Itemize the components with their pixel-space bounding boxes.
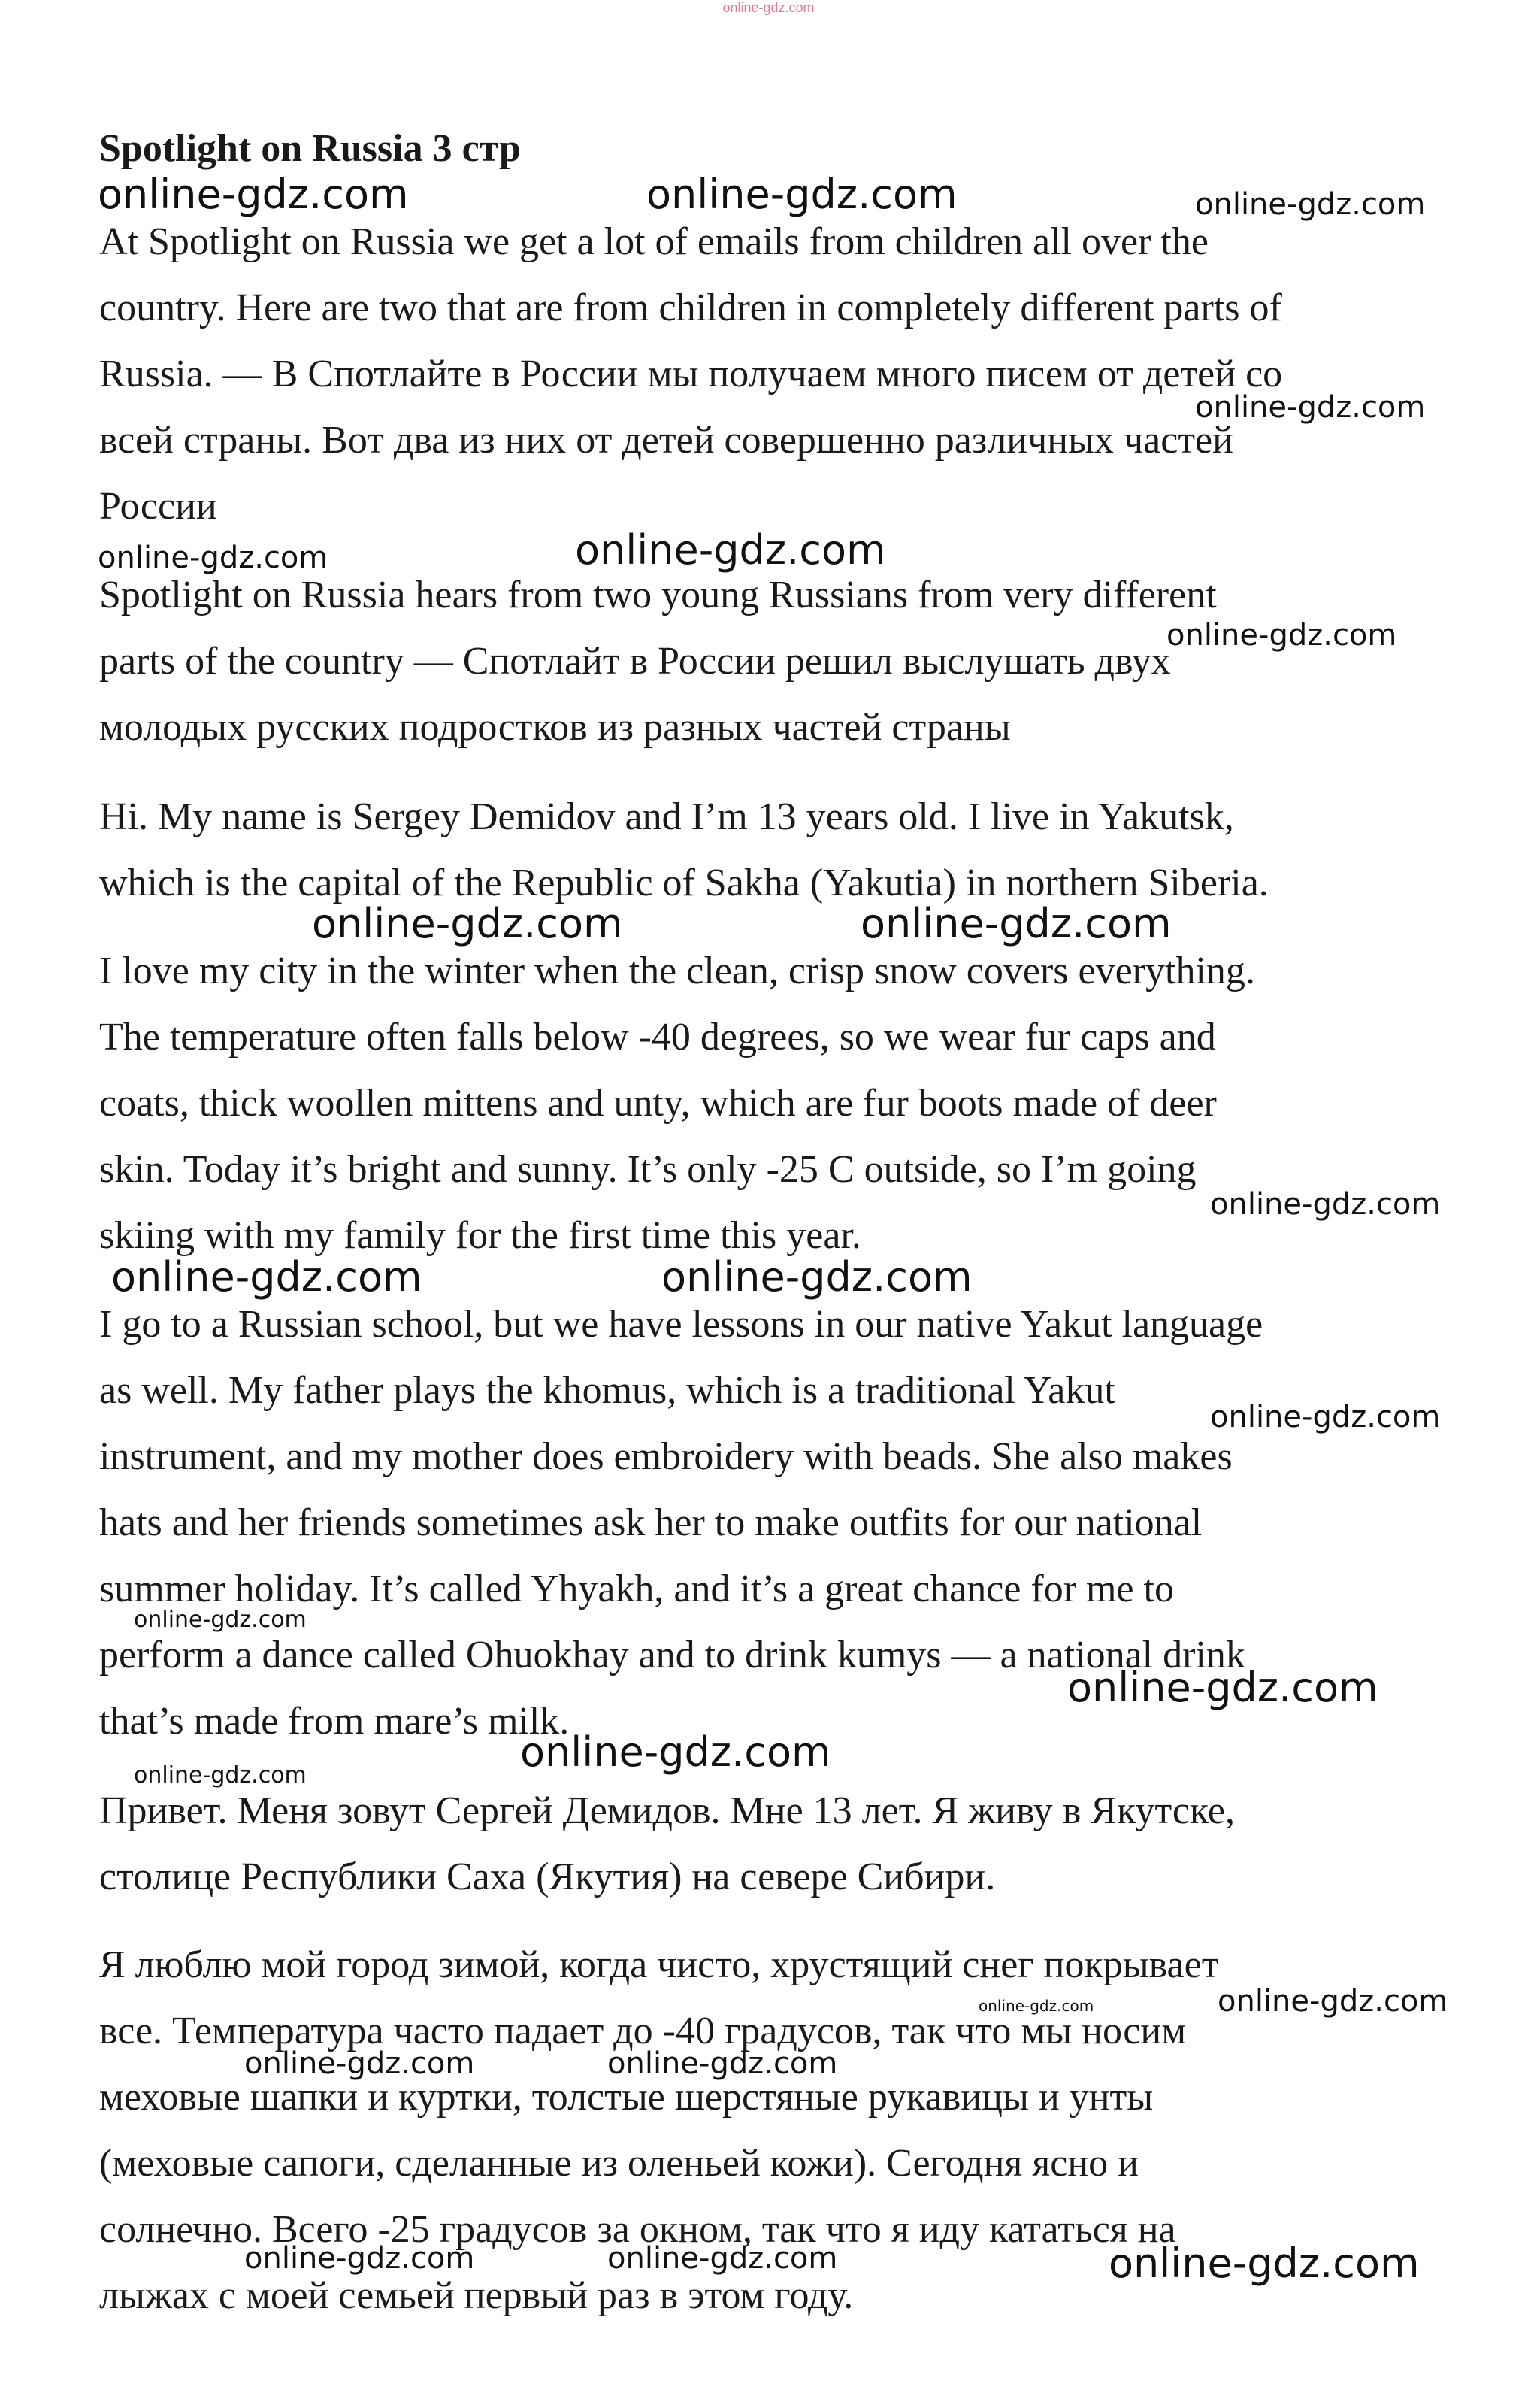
watermark: online-gdz.com xyxy=(1109,2240,1420,2287)
page-title: Spotlight on Russia 3 стр xyxy=(99,127,521,170)
paragraph-russian-intro: Привет. Меня зовут Сергей Демидов. Мне 13 лет. Я живу в Якутске, столице Республики Саха (Якутия) на севере Сибири. xyxy=(99,1789,1235,1898)
paragraph-subtitle: Spotlight on Russia hears from two young Russians from very different parts of the country — Спотлайт в России решил выслушать двух молодых русских подростков из разных частей страны xyxy=(99,574,1217,749)
watermark: online-gdz.com xyxy=(98,171,409,218)
watermark: online-gdz.com xyxy=(1195,390,1426,425)
watermark: online-gdz.com xyxy=(607,2241,838,2276)
watermark: online-gdz.com xyxy=(1166,618,1397,653)
watermark: online-gdz.com xyxy=(134,1607,307,1633)
watermark: online-gdz.com xyxy=(244,2046,475,2081)
watermark: online-gdz.com xyxy=(979,1997,1094,2015)
watermark: online-gdz.com xyxy=(312,900,623,947)
watermark: online-gdz.com xyxy=(646,171,958,218)
watermark: online-gdz.com xyxy=(1210,1187,1441,1222)
watermark: online-gdz.com xyxy=(575,526,886,574)
watermark: online-gdz.com xyxy=(1218,1984,1448,2019)
watermark: online-gdz.com xyxy=(134,1762,307,1789)
watermark: online-gdz.com xyxy=(1067,1664,1378,1711)
watermark: online-gdz.com xyxy=(1210,1400,1441,1434)
top-watermark: online-gdz.com xyxy=(722,0,815,15)
watermark: online-gdz.com xyxy=(98,541,328,575)
watermark: online-gdz.com xyxy=(1195,187,1426,222)
paragraph-intro: At Spotlight on Russia we get a lot of emails from children all over the country. Here are two that are from children in completely different parts of Russia. — В Спотлайте в России мы получаем много писем от детей со всей страны. Вот два из них от детей совершенно различных частей России xyxy=(99,220,1283,528)
watermark: online-gdz.com xyxy=(244,2241,475,2276)
paragraph-russian-winter: Я люблю мой город зимой, когда чисто, хрустящий снег покрывает все. Температура часто падает до -40 градусов, так что мы носим меховые шапки и куртки, толстые шерстяные рукавицы и унты (меховые сапоги, сделанные из оленьей кожи). Сегодня ясно и солнечно. Всего -25 градусов за окном, так что я иду кататься на лыжах с моей семьей первый раз в этом году. xyxy=(99,1943,1219,2317)
watermark: online-gdz.com xyxy=(111,1253,422,1301)
watermark: online-gdz.com xyxy=(520,1728,831,1776)
watermark: online-gdz.com xyxy=(861,900,1172,947)
watermark: online-gdz.com xyxy=(661,1253,973,1301)
paragraph-school: I go to a Russian school, but we have lessons in our native Yakut language as well. My father plays the khomus, which is a traditional Yakut instrument, and my mother does embroidery with beads. She also makes hats and her friends sometimes ask her to make outfits for our national summer holiday. It’s called Yhyakh, and it’s a great chance for me to perform a dance called Ohuokhay and to drink kumys — a national drink that’s made from mare’s milk. xyxy=(99,1303,1263,1743)
paragraph-sergey-intro: Hi. My name is Sergey Demidov and I’m 13 years old. I live in Yakutsk, which is the capital of the Republic of Sakha (Yakutia) in northern Siberia. xyxy=(99,795,1269,904)
paragraph-winter: I love my city in the winter when the clean, crisp snow covers everything. The temperature often falls below -40 degrees, so we wear fur caps and coats, thick woollen mittens and unty, which are fur boots made of deer skin. Today it’s bright and sunny. It’s only -25 C outside, so I’m going skiing with my family for the first time this year. xyxy=(99,950,1255,1257)
watermark: online-gdz.com xyxy=(607,2046,838,2081)
